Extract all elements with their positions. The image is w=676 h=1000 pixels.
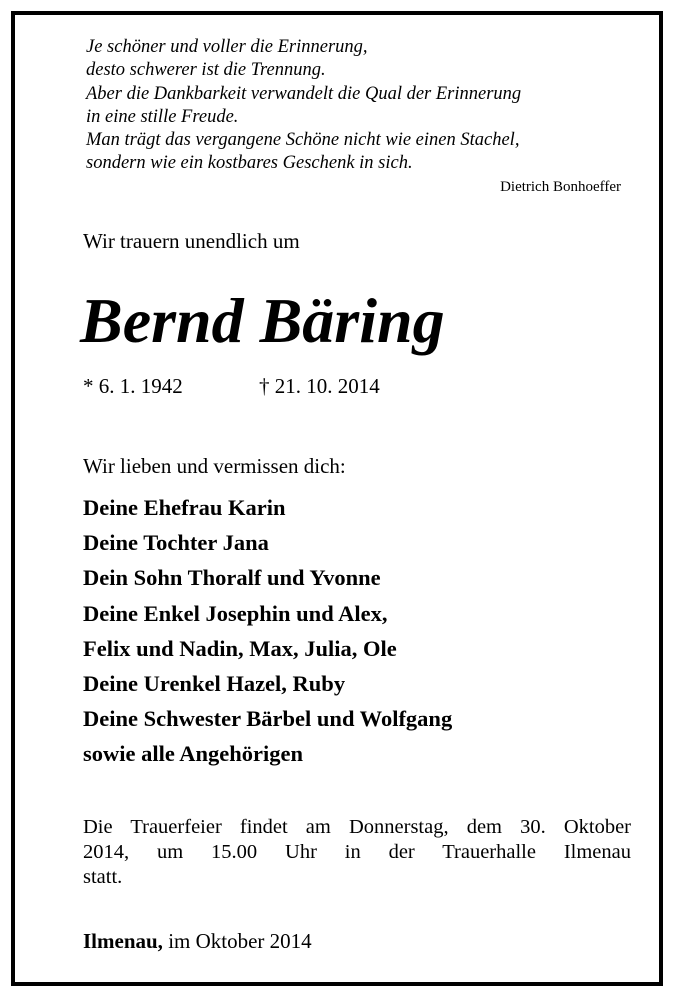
quote-author: Dietrich Bonhoeffer xyxy=(500,179,621,195)
mourner-line: Deine Tochter Jana xyxy=(83,530,269,556)
mourners-list xyxy=(83,490,452,772)
quote-line: Man trägt das vergangene Schöne nicht wie einen Stachel, xyxy=(86,130,520,151)
mourner-line: Felix und Nadin, Max, Julia, Ole xyxy=(83,635,397,661)
quote-line: Aber die Dankbarkeit verwandelt die Qual der Erinnerung xyxy=(86,83,522,104)
death-date: † 21. 10. 2014 xyxy=(259,374,380,398)
memorial-quote xyxy=(86,36,626,176)
mourner-line: Deine Ehefrau Karin xyxy=(83,495,286,520)
quote-line: in eine stille Freude. xyxy=(86,106,239,127)
funeral-line: statt. xyxy=(83,866,123,888)
quote-line: sondern wie ein kostbares Geschenk in sich. xyxy=(86,153,413,174)
love-line: Wir lieben und vermissen dich: xyxy=(83,454,346,478)
mourner-line: Dein Sohn Thoralf und Yvonne xyxy=(83,565,381,591)
mourning-intro: Wir trauern unendlich um xyxy=(83,229,300,253)
mourner-line: Deine Schwester Bärbel und Wolfgang xyxy=(83,706,453,732)
quote-line: desto schwerer ist die Trennung. xyxy=(86,60,326,81)
mourner-line: sowie alle Angehörigen xyxy=(83,741,303,767)
place-date-line xyxy=(83,928,312,954)
mourner-line: Deine Urenkel Hazel, Ruby xyxy=(83,671,346,697)
closing-date: im Oktober 2014 xyxy=(168,929,312,953)
deceased-name: Bernd Bäring xyxy=(80,285,445,356)
quote-line: Je schöner und voller die Erinnerung, xyxy=(86,37,368,57)
birth-date: * 6. 1. 1942 xyxy=(83,374,183,398)
funeral-line: 2014, um 15.00 Uhr in der Trauerhalle Ilmenau xyxy=(83,841,631,863)
closing-place: Ilmenau, xyxy=(83,929,163,953)
funeral-notice xyxy=(83,815,631,890)
funeral-line: Die Trauerfeier findet am Donnerstag, dem 30. Oktober xyxy=(83,816,631,838)
mourner-line: Deine Enkel Josephin und Alex, xyxy=(83,600,388,626)
